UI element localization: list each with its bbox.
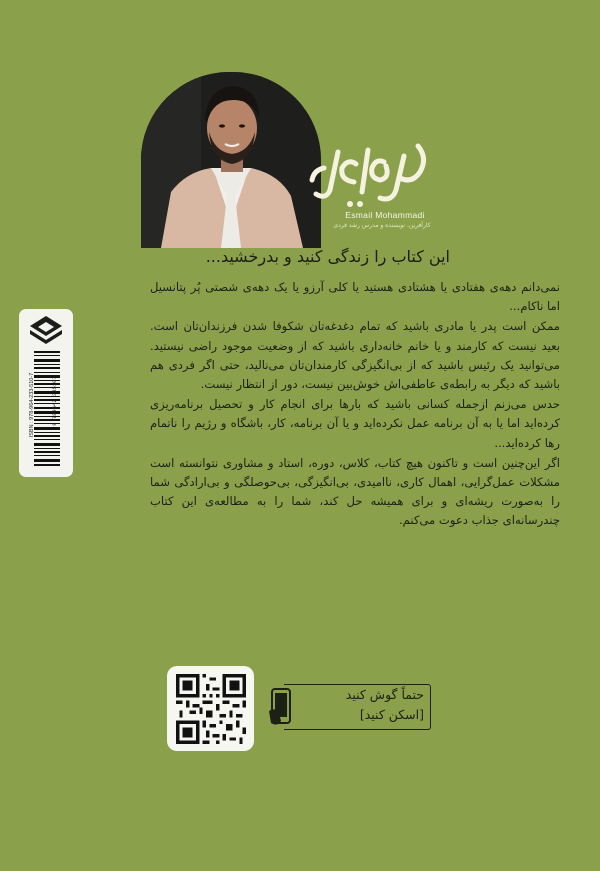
body-paragraph: نمی‌دانم دهه‌ی هفتادی یا هشتادی هستید یا کلی آرزو یا یک دهه‌ی شصتی پُر پتانسیل اما ناکام... [150,280,560,314]
body-paragraph: حدس می‌زنم ازجمله کسانی باشید که بارها برای انجام کار و تحصیل برنامه‌ریزی کرده‌اید اما یا به آن برنامه عمل نکرده‌اید و یا آن برنامه، کار، باشگاه و رژیم را ناتمام رها کرده‌اید... [150,397,560,450]
author-photo [141,72,321,248]
listen-label: حتماً گوش کنید [345,687,424,702]
qr-code-icon[interactable] [176,674,246,744]
headline: این کتاب را زندگی کنید و بدرخشید... [205,247,450,266]
author-signature-block [300,128,440,240]
publisher-logo-icon [28,314,64,344]
author-role: کارآفرین، نویسنده و مدرس رشد فردی [333,222,431,229]
signature-logo [300,128,440,218]
barcode-digits: 9 789642 335107 [51,376,58,426]
body-paragraph: اگر این‌چنین است و تاکنون هیچ کتاب، کلاس، دوره، استاد و مشاوری نتوانسته است مشکلات عمل‌گرایی، اهمال کاری، ناامیدی، بی‌انگیزگی، بی‌حوصلگی و بی‌ارادگی شما را به‌صورت ریشه‌ای و برای همیشه حل کند، شما را به مطالعه‌ی این کتاب چندرسانه‌ای جذاب دعوت می‌کنم. [150,455,560,528]
body-text [150,278,560,532]
isbn-number: ISBN : 978-964-233-510-7 [29,372,35,438]
barcode-sticker [19,309,73,477]
author-latin-name: Esmail Mohammadi [345,210,425,220]
body-paragraph: ممکن است پدر یا مادری باشید که تمام دغدغه‌تان شکوفا شدن فرزندان‌تان است. بعید نیست که کارمند و یا خانم خانه‌داری باشید که از وضعیت موجود راضی نیستید. می‌توانید یک رئیس باشید که از بی‌انگیزگی کارمندان‌تان می‌نالید، حتی اگر فردی هم باشید که دیگر به رابطه‌ی عاطفی‌اش خوش‌بین نیست، دور از انتظار نیست. [150,319,560,392]
qr-code-card[interactable] [167,666,254,751]
scan-label: [اسکن کنید] [359,707,424,722]
